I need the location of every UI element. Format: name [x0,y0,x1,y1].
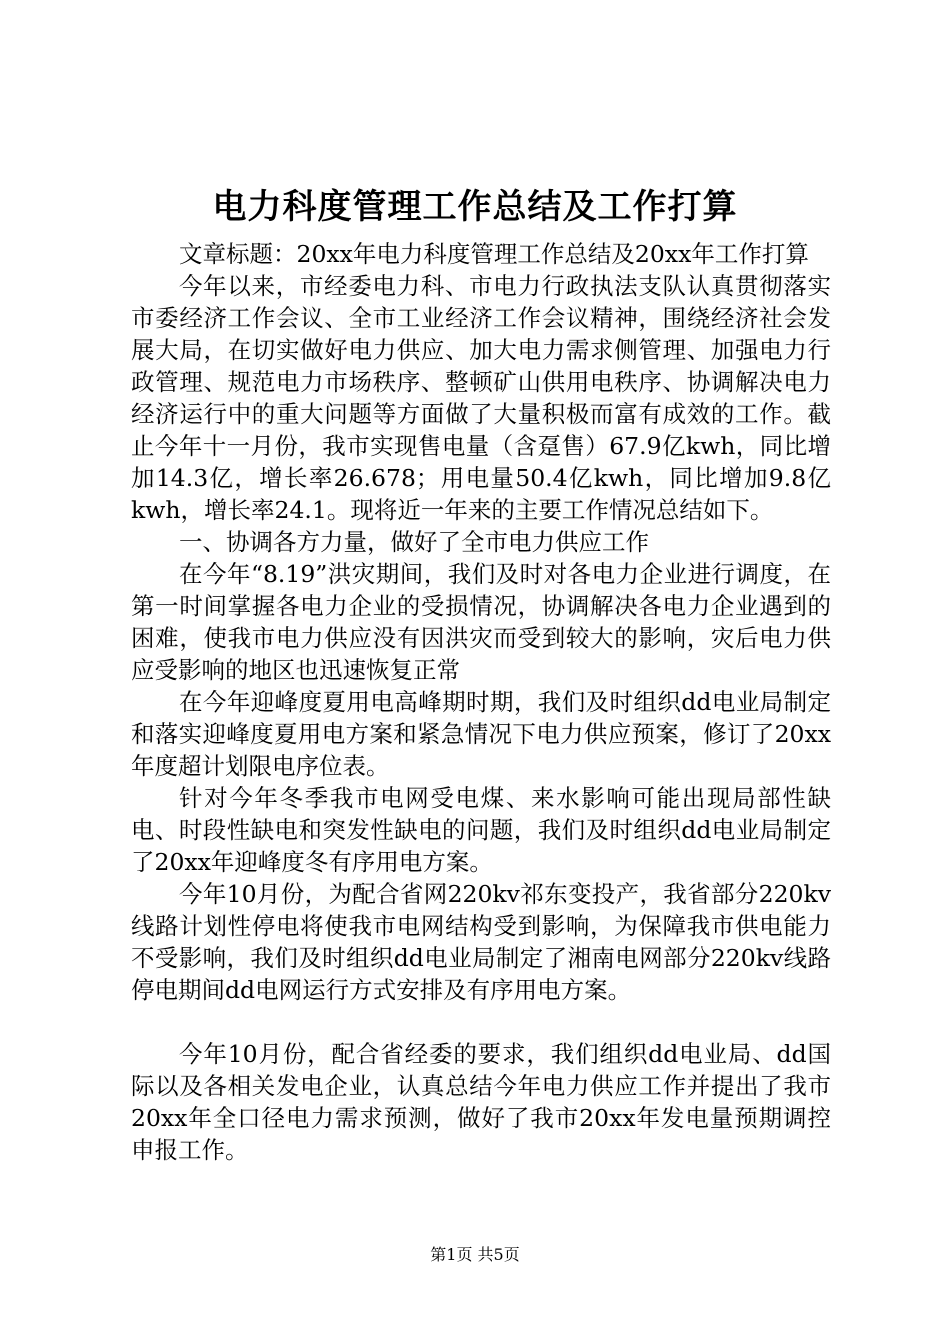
document-body [131,238,831,1166]
section-heading: 一、协调各方力量，做好了全市电力供应工作 [179,528,649,556]
page-number-footer: 第1页 共5页 [430,1245,520,1264]
intro-paragraph: 今年以来，市经委电力科、市电力行政执法支队认真贯彻落实市委经济工作会议、全市工业经济工作会议精神，围绕经济社会发展大局，在切实做好电力供应、加大电力需求侧管理、加强电力行政管理、规范电力市场秩序、整顿矿山供用电秩序、协调解决电力经济运行中的重大问题等方面做了大量积极而富有成效的工作。截止今年十一月份，我市实现售电量（含趸售）67.9亿kwh，同比增加14.3亿，增长率26.678；用电量50.4亿kwh，同比增加9.8亿kwh，增长率24.1。现将近一年来的主要工作情况总结如下。 [131,272,831,524]
body-paragraph: 针对今年冬季我市电网受电煤、来水影响可能出现局部性缺电、时段性缺电和突发性缺电的问题，我们及时组织dd电业局制定了20xx年迎峰度冬有序用电方案。 [131,784,831,876]
body-paragraph: 在今年“8.19”洪灾期间，我们及时对各电力企业进行调度，在第一时间掌握各电力企业的受损情况，协调解决各电力企业遇到的困难，使我市电力供应没有因洪灾而受到较大的影响，灾后电力供应受影响的地区也迅速恢复正常 [131,560,831,684]
article-heading-paragraph: 文章标题：20xx年电力科度管理工作总结及20xx年工作打算 [179,240,809,268]
body-paragraph: 在今年迎峰度夏用电高峰期时期，我们及时组织dd电业局制定和落实迎峰度夏用电方案和紧急情况下电力供应预案，修订了20xx年度超计划限电序位表。 [131,688,831,780]
body-paragraph: 今年10月份，配合省经委的要求，我们组织dd电业局、dd国际以及各相关发电企业，认真总结今年电力供应工作并提出了我市20xx年全口径电力需求预测，做好了我市20xx年发电量预期调控申报工作。 [131,1040,831,1164]
body-paragraph: 今年10月份，为配合省网220kv祁东变投产，我省部分220kv线路计划性停电将使我市电网结构受到影响，为保障我市供电能力不受影响，我们及时组织dd电业局制定了湘南电网部分220kv线路停电期间dd电网运行方式安排及有序用电方案。 [131,880,831,1004]
document-title: 电力科度管理工作总结及工作打算 [212,187,738,227]
